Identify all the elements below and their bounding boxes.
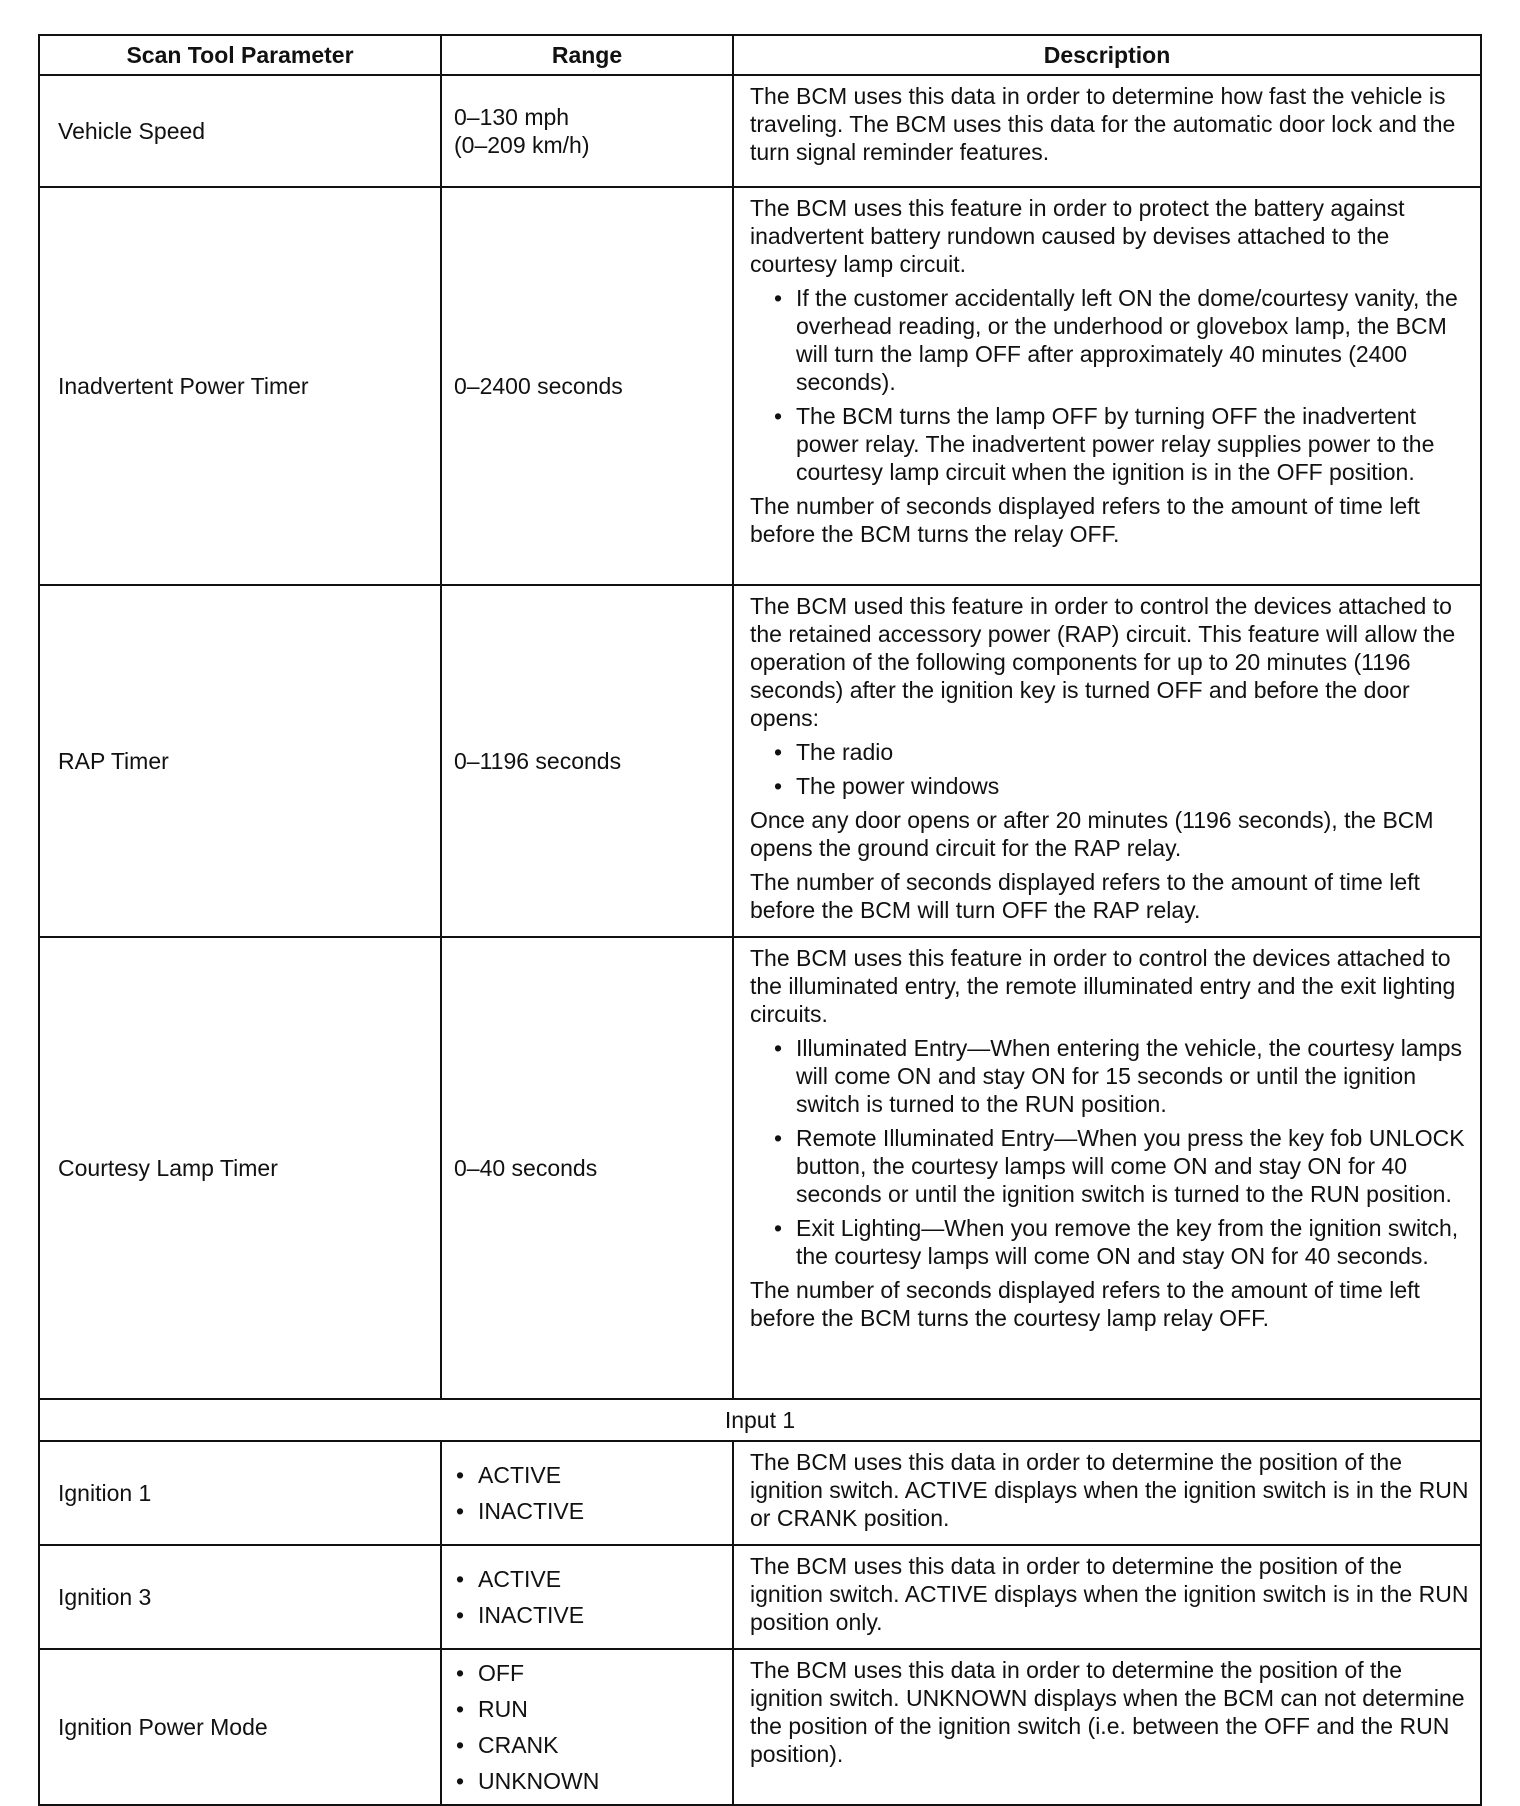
range-cell (441, 187, 733, 585)
list-item: • Exit Lighting—When you remove the key from the ignition switch, the courtesy lamps will come ON and stay ON for 40 seconds. (796, 1214, 1470, 1270)
range-list (454, 1655, 731, 1799)
description-text: The number of seconds displayed refers to the amount of time left before the BCM turns the relay OFF. (750, 493, 1420, 547)
section-title: Input 1 (39, 1399, 1481, 1441)
list-item: • The radio (796, 738, 1470, 766)
description-cell (733, 1649, 1481, 1805)
range-cell (441, 1649, 733, 1805)
param-cell: Courtesy Lamp Timer (39, 937, 441, 1399)
description-cell (733, 1441, 1481, 1545)
range-value: 0–1196 seconds (454, 748, 622, 774)
scan-tool-parameter-table (38, 34, 1482, 1806)
description-bullets (750, 1034, 1470, 1270)
list-item: • OFF (478, 1655, 731, 1691)
range-cell (441, 1545, 733, 1649)
description-cell (733, 1545, 1481, 1649)
header-param: Scan Tool Parameter (39, 35, 441, 75)
description-text: The BCM uses this data in order to determine the position of the ignition switch. UNKNOWN displays when the BCM can not determine the position of the ignition switch (i.e. between the OFF and the RUN position). (750, 1657, 1465, 1767)
list-item: • UNKNOWN (478, 1763, 731, 1799)
description-cell (733, 187, 1481, 585)
section-row (39, 1399, 1481, 1441)
param-cell: Ignition 3 (39, 1545, 441, 1649)
range-cell (441, 937, 733, 1399)
range-cell (441, 75, 733, 187)
description-text: The number of seconds displayed refers to the amount of time left before the BCM will turn OFF the RAP relay. (750, 869, 1420, 923)
param-cell: Inadvertent Power Timer (39, 187, 441, 585)
description-text: The BCM uses this feature in order to protect the battery against inadvertent battery rundown caused by devises attached to the courtesy lamp circuit. (750, 195, 1405, 277)
param-cell: Vehicle Speed (39, 75, 441, 187)
description-text: The BCM uses this feature in order to control the devices attached to the illuminated entry, the remote illuminated entry and the exit lighting circuits. (750, 945, 1456, 1027)
list-item: • ACTIVE (478, 1457, 731, 1493)
description-cell (733, 75, 1481, 187)
header-row (39, 35, 1481, 75)
list-item: • ACTIVE (478, 1561, 731, 1597)
list-item: • Remote Illuminated Entry—When you press the key fob UNLOCK button, the courtesy lamps will come ON and stay ON for 40 seconds or until the ignition switch is turned to the RUN position. (796, 1124, 1470, 1208)
range-list (454, 1561, 731, 1633)
table-row (39, 585, 1481, 937)
list-item: • Illuminated Entry—When entering the vehicle, the courtesy lamps will come ON and stay ON for 15 seconds or until the ignition switch is turned to the RUN position. (796, 1034, 1470, 1118)
list-item: • RUN (478, 1691, 731, 1727)
range-value: (0–209 km/h) (454, 132, 590, 158)
table-row (39, 1649, 1481, 1805)
table-row (39, 937, 1481, 1399)
description-text: The BCM used this feature in order to control the devices attached to the retained accessory power (RAP) circuit. This feature will allow the operation of the following components for up to 20 minutes (1196 seconds) after the ignition key is turned OFF and before the door opens: (750, 593, 1456, 731)
description-text: The number of seconds displayed refers to the amount of time left before the BCM turns the courtesy lamp relay OFF. (750, 1277, 1420, 1331)
range-list (454, 1457, 731, 1529)
description-text: The BCM uses this data in order to determine the position of the ignition switch. ACTIVE displays when the ignition switch is in the RUN or CRANK position. (750, 1449, 1469, 1531)
description-text: The BCM uses this data in order to determine the position of the ignition switch. ACTIVE displays when the ignition switch is in the RUN position only. (750, 1553, 1469, 1635)
description-text: The BCM uses this data in order to determine how fast the vehicle is traveling. The BCM uses this data for the automatic door lock and the turn signal reminder features. (750, 83, 1456, 165)
param-cell: Ignition 1 (39, 1441, 441, 1545)
description-bullets (750, 738, 1470, 800)
list-item: • INACTIVE (478, 1597, 731, 1633)
header-description: Description (733, 35, 1481, 75)
list-item: • INACTIVE (478, 1493, 731, 1529)
description-cell (733, 585, 1481, 937)
range-value: 0–130 mph (454, 104, 570, 130)
description-cell (733, 937, 1481, 1399)
table-row (39, 1441, 1481, 1545)
table-row (39, 187, 1481, 585)
range-cell (441, 585, 733, 937)
range-cell (441, 1441, 733, 1545)
list-item: • CRANK (478, 1727, 731, 1763)
table-row (39, 75, 1481, 187)
param-cell: Ignition Power Mode (39, 1649, 441, 1805)
list-item: • If the customer accidentally left ON the dome/courtesy vanity, the overhead reading, or the underhood or glovebox lamp, the BCM will turn the lamp OFF after approximately 40 minutes (2400 seconds). (796, 284, 1470, 396)
description-text: Once any door opens or after 20 minutes (1196 seconds), the BCM opens the ground circuit for the RAP relay. (750, 807, 1434, 861)
range-value: 0–2400 seconds (454, 373, 623, 399)
list-item: • The power windows (796, 772, 1470, 800)
list-item: • The BCM turns the lamp OFF by turning OFF the inadvertent power relay. The inadvertent power relay supplies power to the courtesy lamp circuit when the ignition is in the OFF position. (796, 402, 1470, 486)
range-value: 0–40 seconds (454, 1155, 598, 1181)
table-row (39, 1545, 1481, 1649)
header-range: Range (441, 35, 733, 75)
description-bullets (750, 284, 1470, 486)
param-cell: RAP Timer (39, 585, 441, 937)
